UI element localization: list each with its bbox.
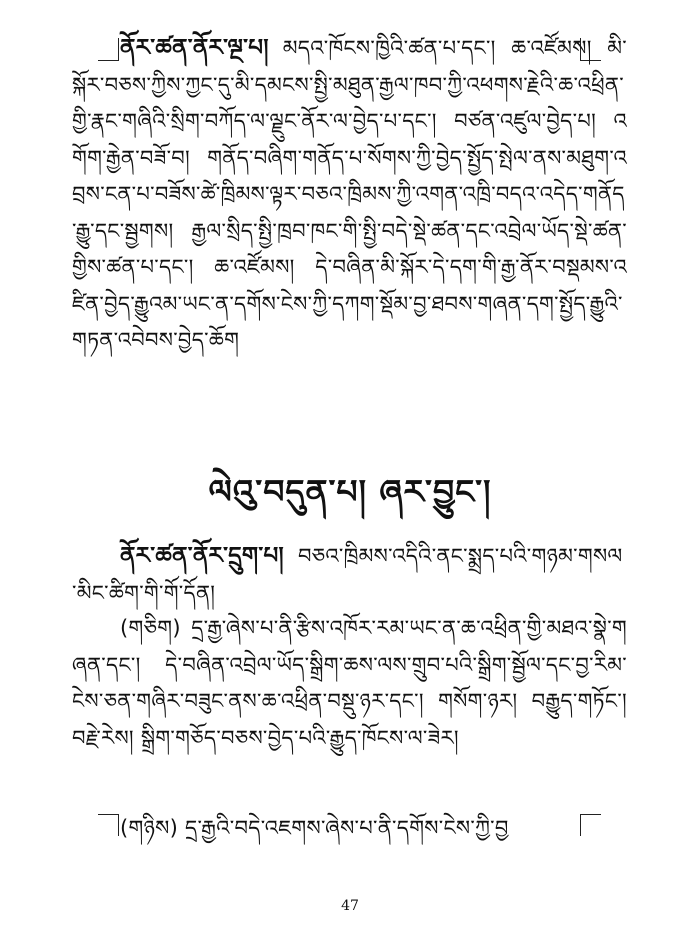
clause-paragraph: [72, 810, 627, 847]
clause-text: (གཉིས) དྲ་རྒྱའི་བདེ་འཇགས་ཞེས་པ་ནི་དགོས་ངེས་ཀྱི་བྱ: [120, 816, 509, 840]
clause-text: (གཅིག) དྲ་རྒྱ་ཞེས་པ་ནི་རྩིས་འཁོར་རམ་ཡང་ན་ཆ་འཕྲིན་གྱི་མཐའ་སྣེ་གཞན་དང་། དེ་བཞིན་འབྲེལ་ཡོད་སྒྲིག་ཆས་ལས་གྲུབ་པའི་སྒྲིག་སྦྱོལ་དང་བྱ་རིམ་ངེས་ཅན་གཞིར་བཟུང་ནས་ཆ་འཕྲིན་བསྡུ་ཉར་དང་། གསོག་ཉར། བརྒྱུད་གཏོང་། བརྗེ་རེས། སྒྲིག་གཅོད་བཅས་བྱེད་པའི་རྒྱུད་ཁོངས་ལ་ཟེར།: [72, 616, 627, 750]
article-body-text: བཅའ་ཁྲིམས་འདིའི་ནང་སྨྲད་པའི་གཉམ་གསལ་མིང་ཚིག་གི་གོ་དོན།: [72, 544, 623, 605]
page-number: 47: [341, 898, 359, 914]
article-paragraph: [72, 538, 627, 611]
article-heading: ནོར་ཚན་ནོར་དྲུག་པ།: [120, 543, 284, 569]
article-body-text: མདའ་ཁོངས་ཁྱིའི་ཚན་པ་དང་། ཆ་འཛོམས། མི་སྐོར་བཅས་ཀྱིས་ཀྱང་དུ་མི་དམངས་སྤྱི་མཐུན་རྒྱལ་ཁབ་ཀྱི་འཕགས་རྗེའི་ཆ་འཕྲིན་གྱི་རྣང་གཞིའི་སྲིག་བཀོད་ལ་ལྗུང་ནོར་ལ་བྱེད་པ་དང་། བཙན་འཛུལ་བྱེད་པ། འགོག་རྒྱེན་བཟོ་བ། གནོད་བཞིག་གནོད་པ་སོགས་ཀྱི་བྱེད་སྤྱོད་སྤེལ་ནས་མཐུག་འབྲས་ངན་པ་བཟོས་ཚེ་ཁྲིམས་ལྟར་བཅའ་ཁྲིམས་ཀྱི་འགན་འཁྲི་བདའ་འདེད་གནོད་རྒྱུ་དང་སྦྱགས། རྒྱལ་སྲིད་སྤྱི་ཁྲབ་ཁང་གི་སྤྱི་བདེ་སྡེ་ཚན་དང་འབྲེལ་ཡོད་སྡེ་ཚན་གྱིས་ཚན་པ་དང་། ཆ་འཛོམས། དེ་བཞིན་མི་སྐོར་དེ་དག་གི་རྒྱ་ནོར་བསྡམས་འཛིན་བྱེད་རྒྱུའམ་ཡང་ན་དགོས་ངེས་ཀྱི་དཀག་སྡོམ་བྱ་ཐབས་གཞན་དག་སྤྱོད་རྒྱུའི་གཏན་འབེབས་བྱེད་ཆོག: [72, 36, 627, 352]
article-paragraph: [72, 30, 627, 359]
chapter-heading: ལེའུ་བདུན་པ། ཞར་བྱུང་།: [208, 472, 492, 511]
clause-paragraph: [72, 610, 627, 756]
article-heading: ནོར་ཚན་ནོར་ལྔ་པ།: [120, 35, 269, 61]
